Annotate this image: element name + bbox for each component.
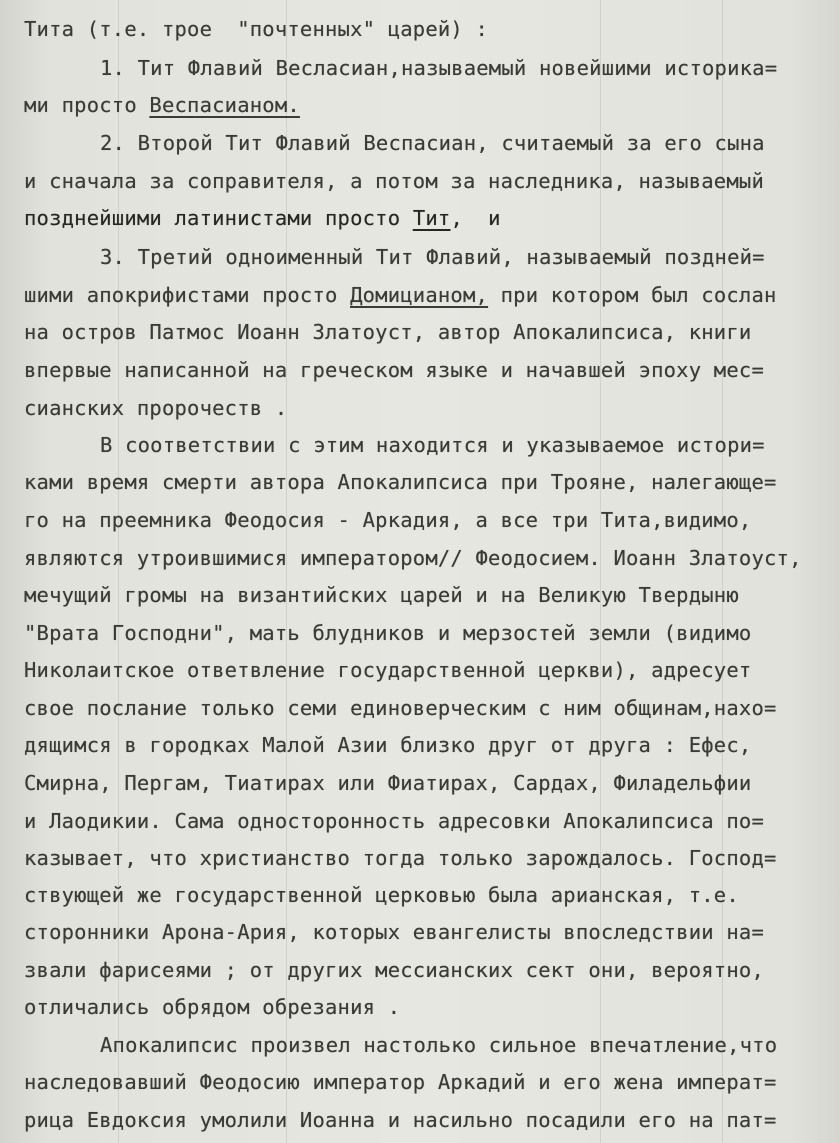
- text-line: рица Евдоксия умолили Иоанна и насильно посадили его на пат=: [24, 1108, 777, 1132]
- text-segment: позднейшими латинистами просто: [24, 206, 413, 230]
- text-line: [24, 90, 804, 120]
- text-line: 1. Тит Флавий Весласиан,называемый новейшими историка=: [100, 56, 778, 80]
- text-line: ствующей же государственной церковью была арианская, т.е.: [24, 883, 739, 907]
- text-line: сторонники Арона-Ария, которых евангелисты впоследствии на=: [24, 920, 764, 944]
- text-line: свое послание только семи единоверческим с ним общинам,нахо=: [24, 696, 777, 720]
- text-segment: шими апокрифистами просто: [24, 283, 351, 307]
- text-line: Апокалипсис произвел настолько сильное впечатление,что: [100, 1033, 778, 1057]
- underlined-name: Домицианом,: [350, 283, 489, 307]
- text-line: Тита (т.е. трое "почтенных" царей) :: [24, 17, 489, 41]
- text-line: [24, 280, 804, 310]
- text-line: мечущий громы на византийских царей и на Великую Твердыню: [24, 583, 739, 607]
- text-line: 3. Третий одноименный Тит Флавий, называемый поздней=: [100, 245, 765, 269]
- text-line: являются утроившимися императором// Феодосием. Иоанн Златоуст,: [24, 546, 802, 570]
- text-line: и Лаодикии. Сама односторонность адресовки Апокалипсиса по=: [24, 809, 764, 833]
- text-line: "Врата Господни", мать блудников и мерзостей земли (видимо: [24, 621, 752, 645]
- text-line: сианских пророчеств .: [24, 396, 288, 420]
- text-line: звали фарисеями ; от других мессианских сект они, вероятно,: [24, 958, 764, 982]
- text-line: и сначала за соправителя, а потом за наследника, называемый: [24, 169, 764, 193]
- text-line: Смирна, Пергам, Тиатирах или Фиатирах, Сардах, Филадельфии: [24, 771, 752, 795]
- text-segment: при котором был сослан: [488, 283, 777, 307]
- underlined-name: Тит: [412, 206, 451, 230]
- text-line: отличались обрядом обрезания .: [24, 995, 401, 1019]
- text-line: го на преемника Феодосия - Аркадия, а все три Тита,видимо,: [24, 508, 752, 532]
- text-line: на остров Патмос Иоанн Златоуст, автор Апокалипсиса, книги: [24, 320, 752, 344]
- text-line: впервые написанной на греческом языке и начавшей эпоху мес=: [24, 358, 764, 382]
- underlined-name: Веспасианом.: [149, 93, 300, 117]
- text-line: дящимся в городках Малой Азии близко друг от друга : Ефес,: [24, 733, 752, 757]
- text-line: наследовавший Феодосию император Аркадий и его жена императ=: [24, 1070, 777, 1094]
- text-line: Николаитское ответвление государственной церкви), адресует: [24, 658, 752, 682]
- text-line: [24, 203, 804, 233]
- text-line: 2. Второй Тит Флавий Веспасиан, считаемый за его сына: [100, 131, 765, 155]
- text-line: казывает, что христианство тогда только зарождалось. Господ=: [24, 846, 777, 870]
- text-line: В соответствии с этим находится и указываемое истори=: [100, 433, 765, 457]
- text-segment: , и: [450, 206, 501, 230]
- text-line: ками время смерти автора Апокалипсиса при Трояне, налегающе=: [24, 470, 777, 494]
- text-segment: ми просто: [24, 93, 150, 117]
